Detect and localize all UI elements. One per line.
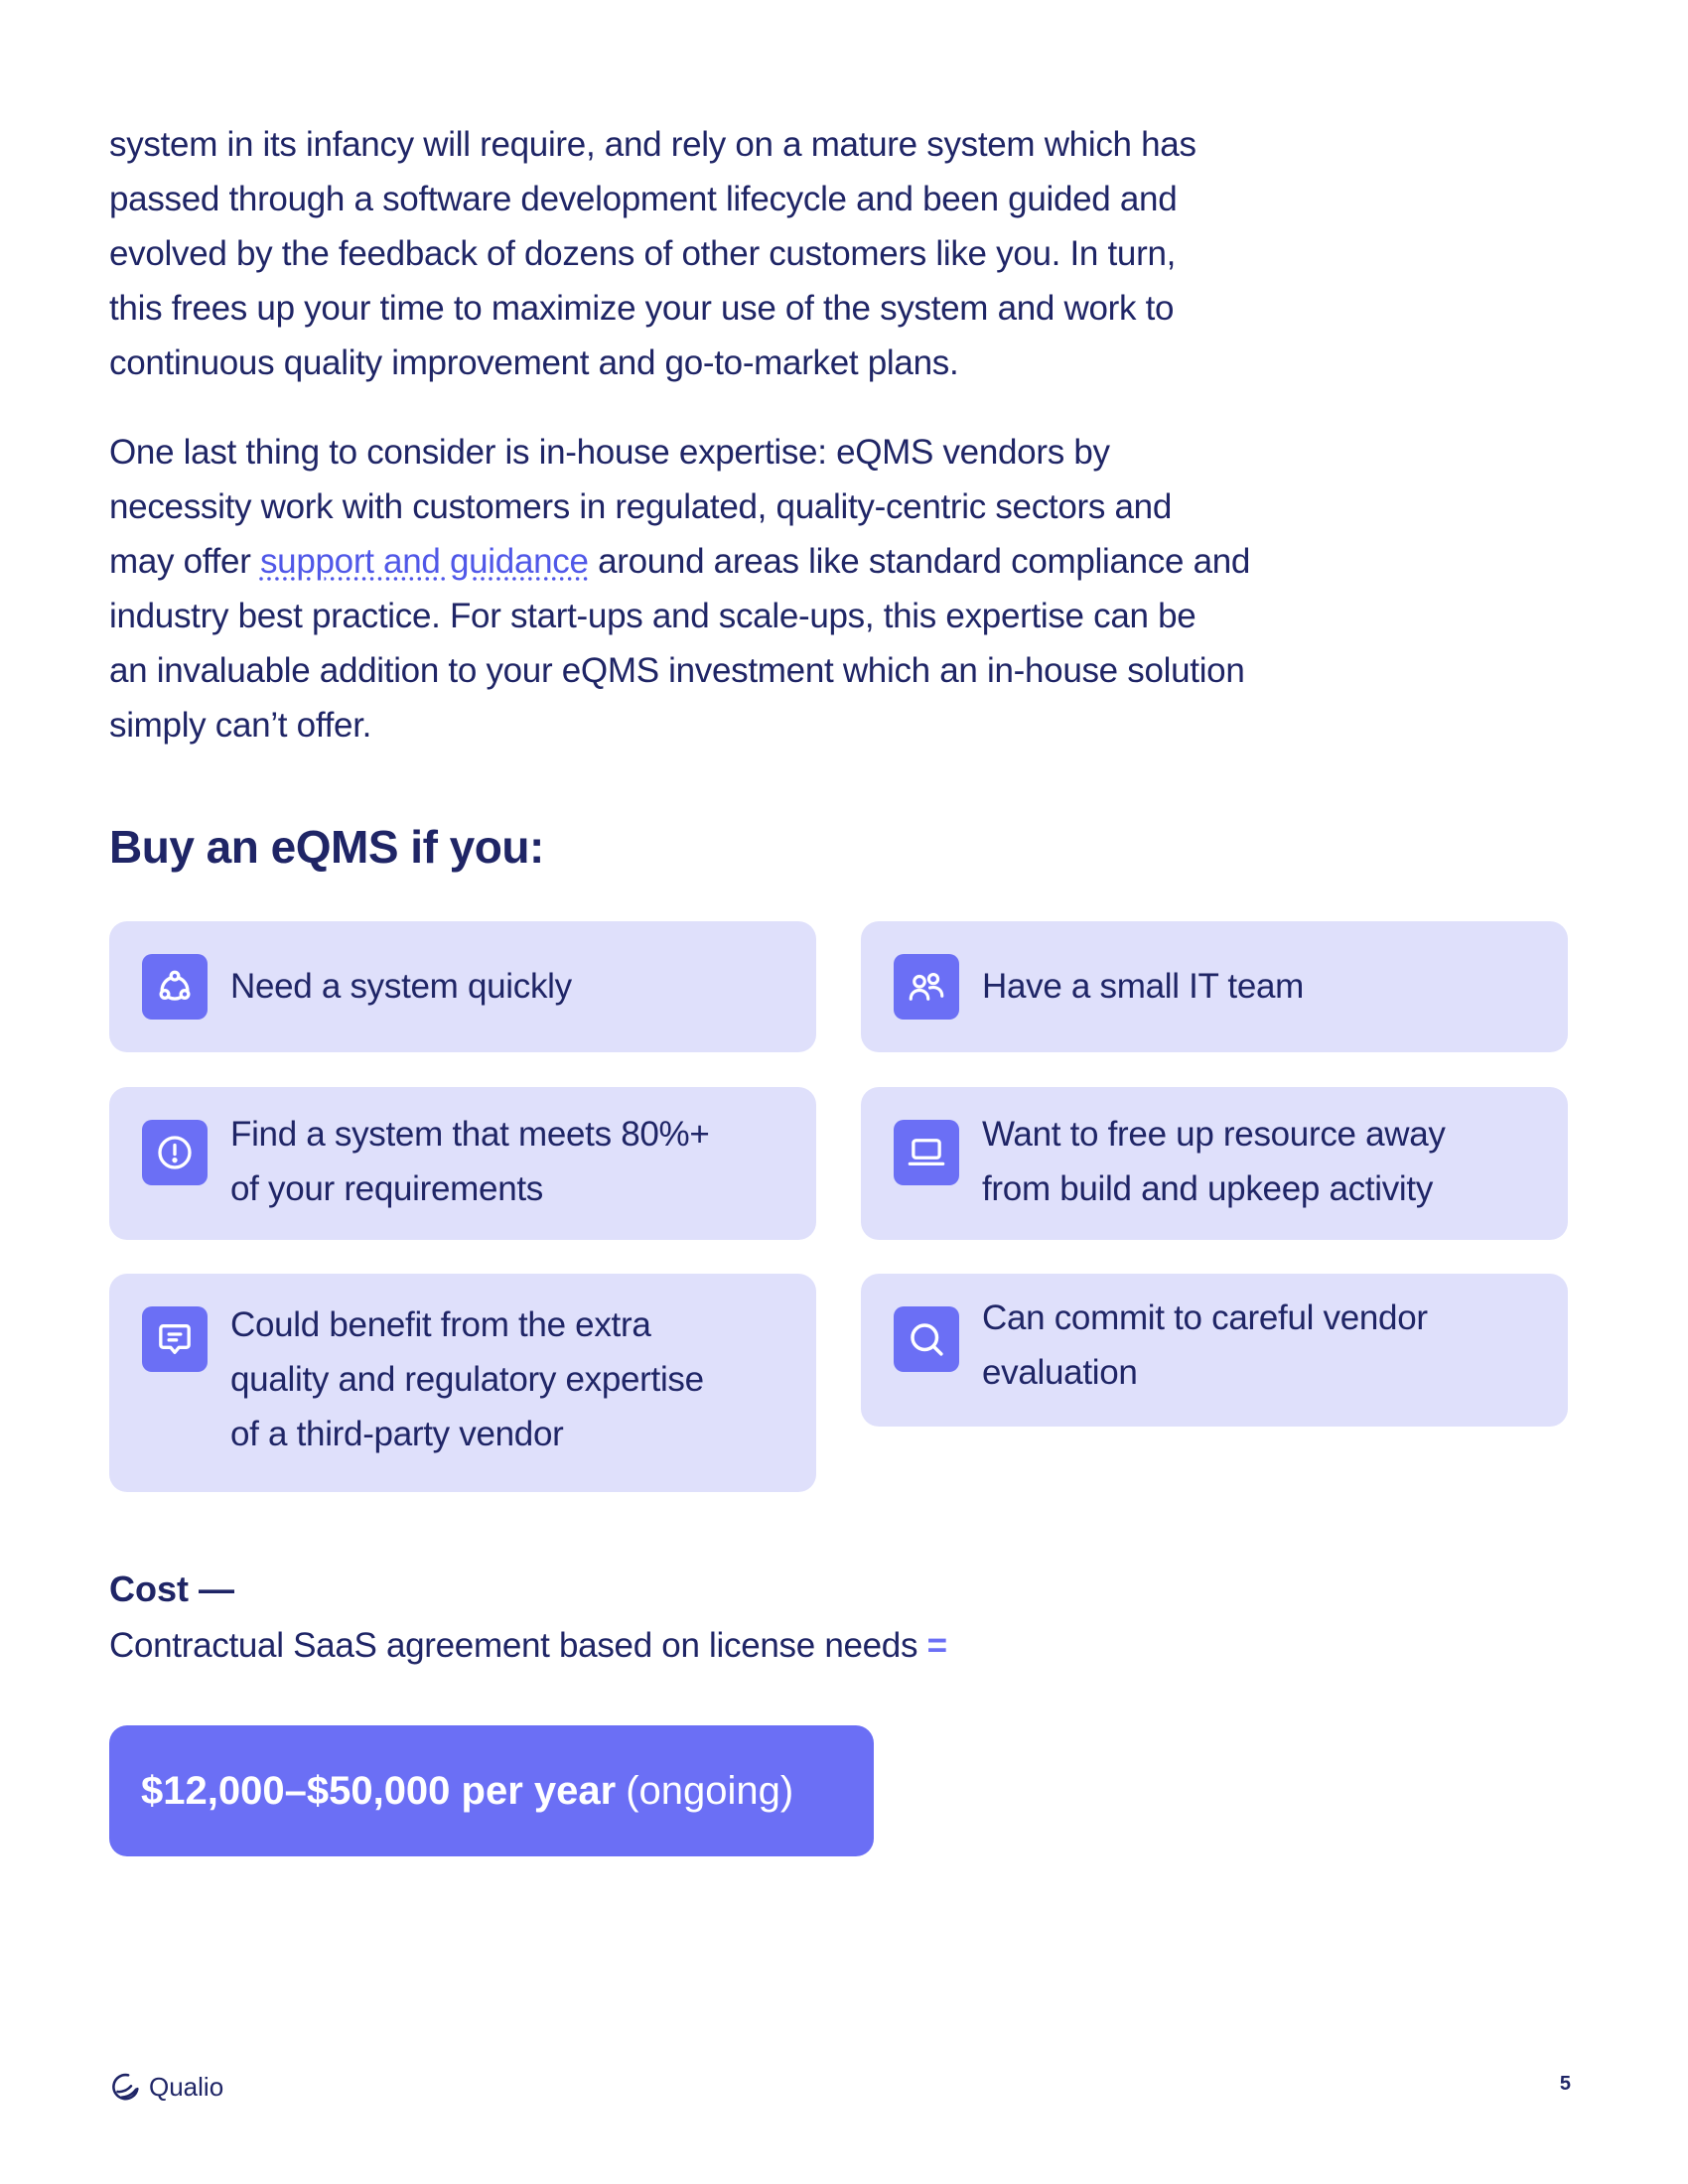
card-text-line: Could benefit from the extra [230, 1305, 651, 1344]
feature-card-small-it-team [861, 921, 1568, 1052]
card-text-line: quality and regulatory expertise [230, 1360, 704, 1399]
card-text-line: Want to free up resource away [982, 1115, 1446, 1154]
support-and-guidance-link[interactable]: support and guidance [259, 542, 589, 581]
price-suffix: (ongoing) [626, 1768, 794, 1813]
body-paragraph-2 [109, 425, 1400, 752]
chat-icon [142, 1306, 208, 1372]
paragraph-line: One last thing to consider is in-house expertise: eQMS vendors by [109, 433, 1110, 472]
paragraph-line: necessity work with customers in regulated, quality-centric sectors and [109, 487, 1172, 526]
card-text [982, 1107, 1538, 1216]
card-text-line: from build and upkeep activity [982, 1169, 1434, 1208]
card-text-line: evaluation [982, 1353, 1138, 1392]
card-text-line: Need a system quickly [230, 967, 572, 1006]
equals-sign: = [926, 1626, 947, 1665]
search-icon [894, 1306, 959, 1372]
card-text-line: Can commit to careful vendor [982, 1298, 1428, 1337]
page-number: 5 [1559, 2073, 1571, 2095]
paragraph-text: around areas like standard compliance and [588, 542, 1251, 581]
body-paragraph-1 [109, 117, 1400, 390]
paragraph-text: may offer [109, 542, 260, 581]
section-heading: Buy an eQMS if you: [109, 821, 544, 873]
paragraph-line: continuous quality improvement and go-to-market plans. [109, 343, 959, 382]
card-text-line: Find a system that meets 80%+ [230, 1115, 710, 1154]
alert-circle-icon [142, 1120, 208, 1185]
card-text-line: of a third-party vendor [230, 1415, 564, 1453]
paragraph-line: evolved by the feedback of dozens of other customers like you. In turn, [109, 234, 1177, 273]
card-text [230, 959, 786, 1014]
feature-card-vendor-expertise [109, 1274, 816, 1492]
users-icon [894, 954, 959, 1020]
cost-description [109, 1626, 947, 1666]
paragraph-line: this frees up your time to maximize your use of the system and work to [109, 289, 1175, 328]
cost-description-text: Contractual SaaS agreement based on license needs [109, 1626, 918, 1665]
paragraph-line: passed through a software development lifecycle and been guided and [109, 180, 1178, 218]
feature-card-free-up-resource [861, 1087, 1568, 1240]
qualio-logo [109, 2067, 223, 2107]
feature-card-vendor-evaluation [861, 1274, 1568, 1427]
rocket-icon [142, 954, 208, 1020]
feature-card-need-system-quickly [109, 921, 816, 1052]
card-text-line: of your requirements [230, 1169, 543, 1208]
card-text [982, 959, 1538, 1014]
laptop-icon [894, 1120, 959, 1185]
card-text [230, 1107, 786, 1216]
cost-label: Cost — [109, 1569, 234, 1609]
paragraph-line: industry best practice. For start-ups and scale-ups, this expertise can be [109, 597, 1196, 635]
card-text-line: Have a small IT team [982, 967, 1305, 1006]
card-text [982, 1291, 1538, 1400]
price-box [109, 1725, 874, 1856]
price-amount: $12,000–$50,000 per year [141, 1768, 617, 1813]
paragraph-line: system in its infancy will require, and rely on a mature system which has [109, 125, 1196, 164]
paragraph-line: an invaluable addition to your eQMS investment which an in-house solution [109, 651, 1245, 690]
paragraph-line: simply can’t offer. [109, 706, 372, 745]
card-text [230, 1297, 786, 1461]
qualio-logo-icon [109, 2070, 143, 2104]
feature-card-meets-requirements [109, 1087, 816, 1240]
paragraph-line [109, 534, 1400, 589]
brand-name: Qualio [149, 2071, 224, 2102]
